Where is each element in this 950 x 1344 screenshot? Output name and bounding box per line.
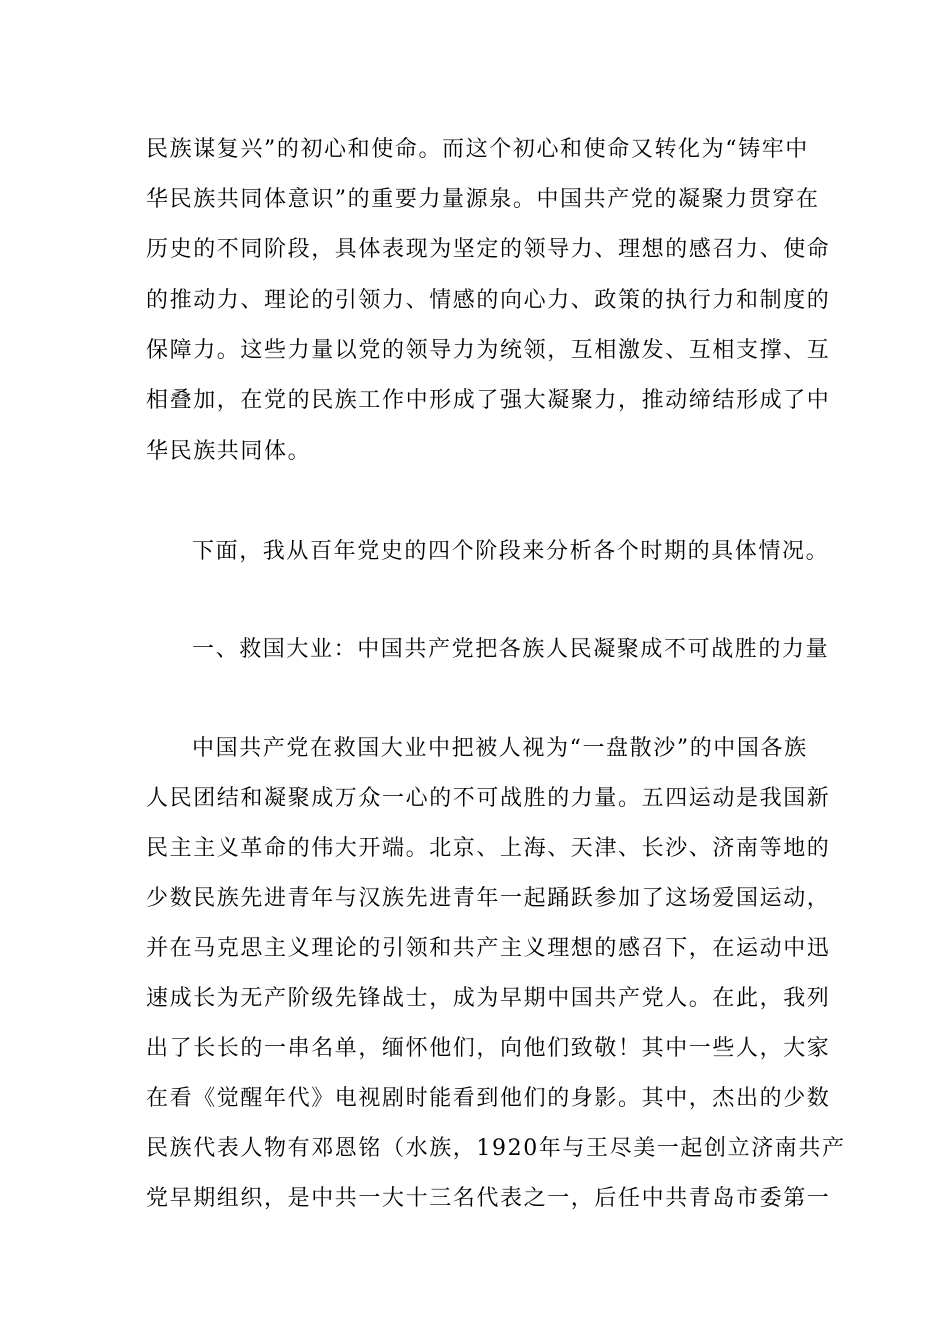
text-line: 华民族共同体。	[146, 439, 312, 464]
text-line: 并在马克思主义理论的引领和共产主义理想的感召下，在运动中迅	[146, 936, 831, 961]
text-line: 在看《觉醒年代》电视剧时能看到他们的身影。其中，杰出的少数	[146, 1086, 831, 1111]
text-line: 民族谋复兴”的初心和使命。而这个初心和使命又转化为“铸牢中	[146, 137, 809, 162]
text-line: 下面，我从百年党史的四个阶段来分析各个时期的具体情况。	[192, 539, 830, 564]
heading-text: 一、救国大业：中国共产党把各族人民凝聚成不可战胜的力量	[192, 637, 830, 662]
text-line: 历史的不同阶段，具体表现为坚定的领导力、理想的感召力、使命	[146, 237, 831, 262]
text-line: 的推动力、理论的引领力、情感的向心力、政策的执行力和制度的	[146, 288, 831, 313]
text-line: 党早期组织，是中共一大十三名代表之一，后任中共青岛市委第一	[146, 1186, 831, 1211]
text-line: 民主主义革命的伟大开端。北京、上海、天津、长沙、济南等地的	[146, 836, 831, 861]
text-line: 少数民族先进青年与汉族先进青年一起踊跃参加了这场爱国运动，	[146, 886, 831, 911]
text-line: 华民族共同体意识”的重要力量源泉。中国共产党的凝聚力贯穿在	[146, 187, 820, 212]
text-line: 人民团结和凝聚成万众一心的不可战胜的力量。五四运动是我国新	[146, 786, 831, 811]
text-line: 民族代表人物有邓恩铭（水族，1920年与王尽美一起创立济南共产	[146, 1136, 846, 1161]
text-line: 出了长长的一串名单，缅怀他们，向他们致敬！其中一些人，大家	[146, 1036, 831, 1061]
text-line: 保障力。这些力量以党的领导力为统领，互相激发、互相支撑、互	[146, 338, 831, 363]
text-line: 速成长为无产阶级先锋战士，成为早期中国共产党人。在此，我列	[146, 986, 831, 1011]
text-line: 中国共产党在救国大业中把被人视为“一盘散沙”的中国各族	[192, 736, 808, 761]
text-line: 相叠加，在党的民族工作中形成了强大凝聚力，推动缔结形成了中	[146, 388, 831, 413]
